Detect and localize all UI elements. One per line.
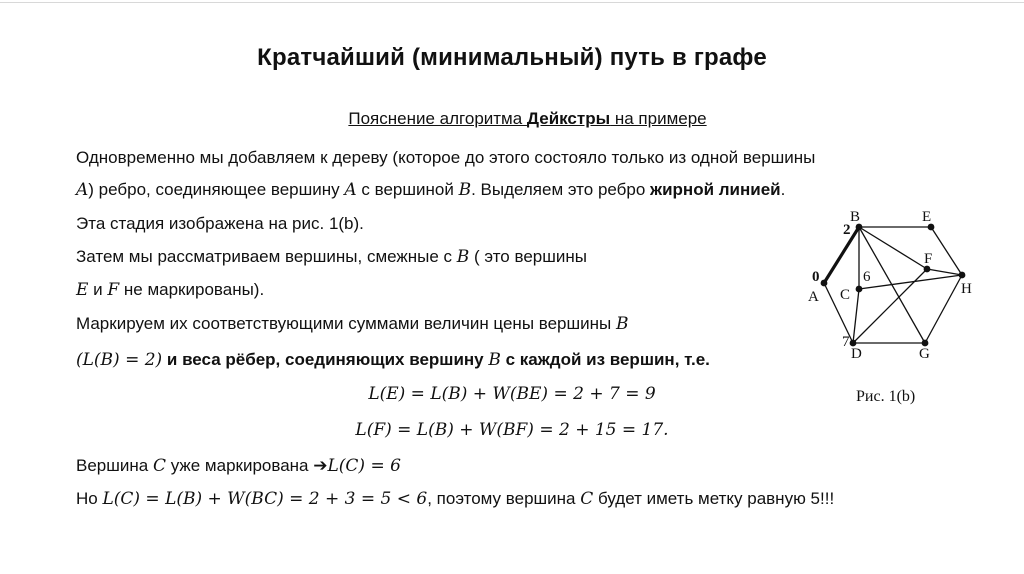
text-segment: ( это вершины <box>469 247 587 266</box>
text-segment: . <box>780 180 786 199</box>
math-var: C <box>580 489 594 509</box>
text-segment: . Выделяем это ребро <box>471 180 651 199</box>
vertex-label-a: A <box>808 289 819 305</box>
text-line-7 <box>76 350 710 370</box>
edge-a-b-bold <box>824 227 859 283</box>
weight-label-b: 2 <box>843 222 851 238</box>
vertex-label-b: B <box>850 209 861 225</box>
text-segment: Вершина <box>76 456 153 475</box>
math-var: E <box>76 280 89 300</box>
formula-lf: L(F) = L(B) + W(BF) = 2 + 15 = 17. <box>355 420 669 440</box>
weight-label-d: 7 <box>842 334 850 350</box>
text-line-1: Одновременно мы добавляем к дереву (которое до этого состояло только из одной вершины <box>76 148 816 167</box>
text-line-4 <box>76 247 587 267</box>
text-line-3: Эта стадия изображена на рис. 1(b). <box>76 214 364 233</box>
subtitle <box>0 109 1024 129</box>
text-line-2 <box>76 180 785 200</box>
text-segment: Затем мы рассматриваем вершины, смежные с <box>76 247 457 266</box>
graph-figure <box>800 205 980 420</box>
text-segment: не маркированы). <box>119 280 265 299</box>
weight-label-c: 6 <box>863 269 871 285</box>
formula-le: L(E) = L(B) + W(BE) = 2 + 7 = 9 <box>368 384 656 404</box>
math-var: B <box>456 247 470 267</box>
vertex-h <box>959 272 966 279</box>
text-line-11 <box>76 489 834 509</box>
edge-e-h <box>931 227 962 275</box>
edge-b-f <box>859 227 927 269</box>
subtitle-bold: Дейкстры <box>526 109 611 128</box>
text-segment: ) ребро, соединяющее вершину <box>88 180 345 199</box>
edge-f-h <box>927 269 962 275</box>
vertex-label-d: D <box>851 346 862 362</box>
math-var: C <box>152 456 166 476</box>
vertex-label-f: F <box>924 251 933 267</box>
text-line-10 <box>76 456 401 476</box>
math-expression: L(C) = L(B) + W(BC) = 2 + 3 = 5 < 6 <box>102 489 428 509</box>
vertex-label-c: C <box>840 287 851 303</box>
edge-h-g <box>925 275 962 343</box>
vertex-a <box>821 280 828 287</box>
text-segment: будет иметь метку равную 5!!! <box>593 489 835 508</box>
text-segment: Маркируем их соответствующими суммами величин цены вершины <box>76 314 616 333</box>
weight-label-a: 0 <box>812 269 820 285</box>
figure-caption: Рис. 1(b) <box>856 388 916 405</box>
text-segment: и <box>88 280 108 299</box>
text-line-6 <box>76 314 628 334</box>
bold-text: и веса рёбер, соединяющих вершину <box>162 350 489 369</box>
subtitle-post: на примере <box>610 109 707 128</box>
graph-edges <box>824 227 962 343</box>
math-var: B <box>488 350 501 370</box>
math-var: F <box>107 280 120 300</box>
text-segment: Но <box>76 489 103 508</box>
vertex-c <box>856 286 863 293</box>
edge-c-h <box>859 275 962 289</box>
subtitle-pre: Пояснение алгоритма <box>348 109 527 128</box>
vertex-label-e: E <box>922 209 932 225</box>
text-segment: уже маркирована <box>165 456 314 475</box>
bold-text: с каждой из вершин, т.е. <box>500 350 710 369</box>
vertex-label-h: H <box>961 281 972 297</box>
math-var: A <box>76 180 89 200</box>
bold-text: жирной линией <box>650 180 781 199</box>
text-segment: , поэтому вершина <box>427 489 581 508</box>
math-var: B <box>458 180 472 200</box>
math-expression: (L(B) = 2) <box>76 350 163 370</box>
text-segment: с вершиной <box>356 180 459 199</box>
arrow-icon: ➔ <box>313 456 328 475</box>
top-divider <box>0 2 1024 3</box>
vertex-label-g: G <box>919 346 930 362</box>
math-expression: L(C) = 6 <box>327 456 401 476</box>
text-line-5 <box>76 280 264 300</box>
page-title: Кратчайший (минимальный) путь в графе <box>257 44 767 71</box>
math-var: B <box>615 314 629 334</box>
math-var: A <box>344 180 357 200</box>
edge-c-d <box>853 289 859 343</box>
